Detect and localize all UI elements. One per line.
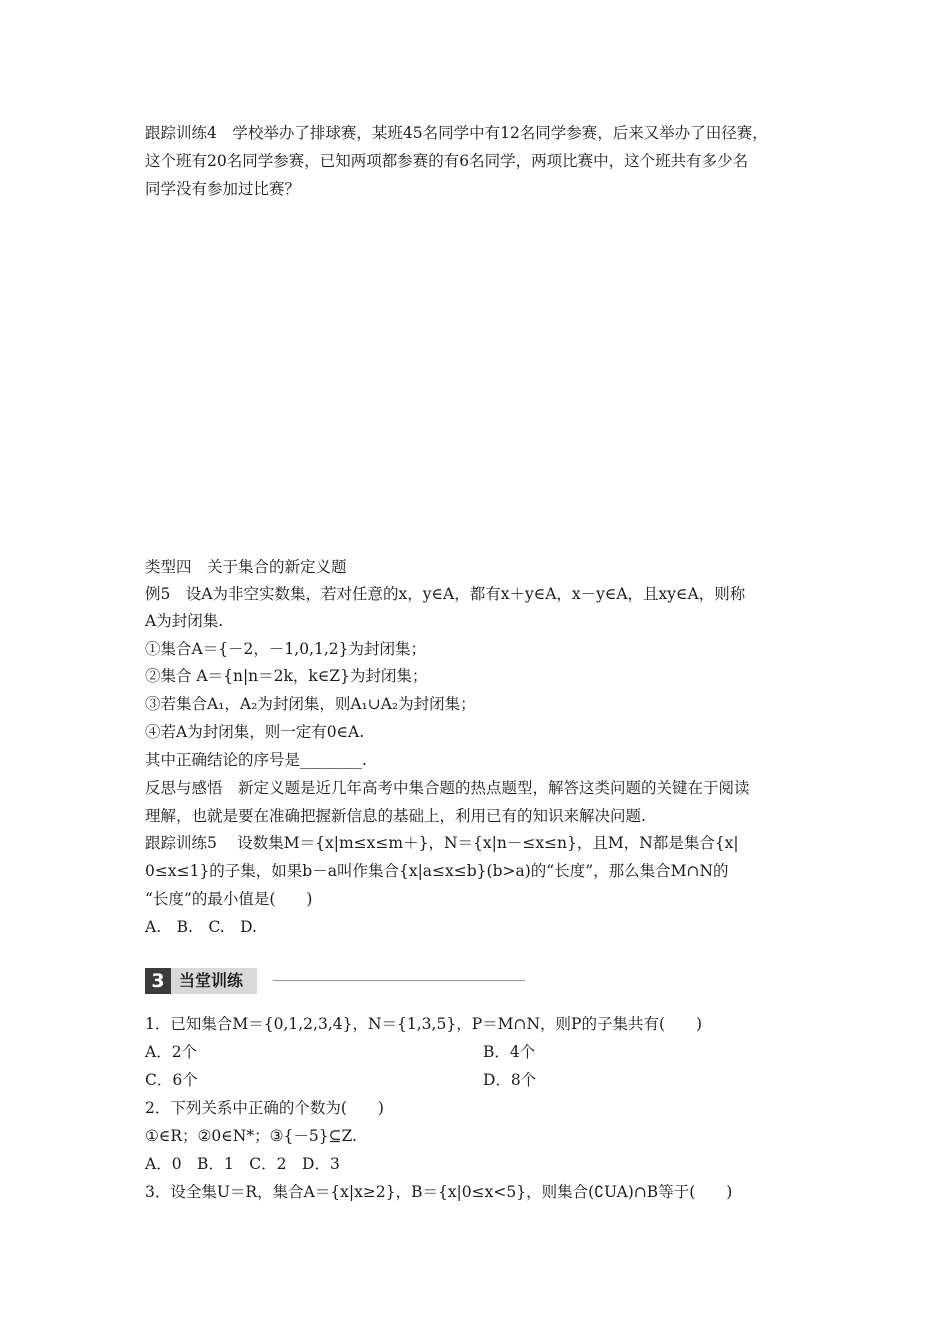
example5-question: 其中正确结论的序号是________.	[145, 751, 367, 769]
reflection-line1: 反思与感悟 新定义题是近几年高考中集合题的热点题型，解答这类问题的关键在于阅读	[145, 779, 750, 797]
example5-line1: 例5 设A为非空实数集，若对任意的x，y∈A，都有x＋y∈A，x－y∈A，且xy∈A，则称	[145, 585, 746, 603]
section-header	[145, 968, 525, 994]
type4-heading: 类型四 关于集合的新定义题	[145, 558, 347, 576]
question3: 3．设全集U＝R，集合A＝{x|x≥2}，B＝{x|0≤x<5}，则集合(∁UA)∩B等于( )	[145, 1183, 733, 1201]
question1-option-d: D．8个	[483, 1071, 537, 1089]
reflection-line2: 理解，也就是要在准确把握新信息的基础上，利用已有的知识来解决问题.	[145, 807, 646, 825]
question1-option-a: A．2个	[145, 1043, 198, 1061]
track5-options: A. B. C. D.	[145, 918, 257, 936]
example5-item1: ①集合A＝{－2，－1,0,1,2}为封闭集；	[145, 640, 427, 658]
question2-options: A．0 B．1 C．2 D．3	[145, 1155, 340, 1173]
track5-line3: “长度”的最小值是( )	[145, 890, 313, 908]
track4-line3: 同学没有参加过比赛？	[145, 180, 301, 198]
track4-line1: 跟踪训练4 学校举办了排球赛，某班45名同学中有12名同学参赛，后来又举办了田径赛，	[145, 124, 768, 142]
track5-line2: 0≤x≤1}的子集，如果b－a叫作集合{x|a≤x≤b}(b>a)的“长度”，那么集合M∩N的	[145, 862, 729, 880]
example5-item3: ③若集合A₁，A₂为封闭集，则A₁∪A₂为封闭集；	[145, 695, 476, 713]
section-number-badge: 3	[145, 968, 171, 994]
example5-item2: ②集合 A＝{n|n＝2k，k∈Z}为封闭集；	[145, 667, 428, 685]
track4-line2: 这个班有20名同学参赛，已知两项都参赛的有6名同学，两项比赛中，这个班共有多少名	[145, 152, 749, 170]
question1: 1．已知集合M＝{0,1,2,3,4}，N＝{1,3,5}，P＝M∩N，则P的子集共有( )	[145, 1015, 703, 1033]
question2: 2．下列关系中正确的个数为( )	[145, 1099, 384, 1117]
example5-item4: ④若A为封闭集，则一定有0∈A.	[145, 723, 365, 741]
example5-line2: A为封闭集.	[145, 612, 224, 630]
question1-option-c: C．6个	[145, 1071, 198, 1089]
question2-items: ①∈R；②0∈N*；③{－5}⊆Z.	[145, 1127, 357, 1145]
section-title: 当堂训练	[171, 968, 257, 994]
section-divider	[273, 980, 525, 981]
track5-line1: 跟踪训练5 设数集M＝{x|m≤x≤m＋}，N＝{x|n－≤x≤n}，且M，N都是集合{x|	[145, 834, 739, 852]
question1-option-b: B．4个	[483, 1043, 536, 1061]
